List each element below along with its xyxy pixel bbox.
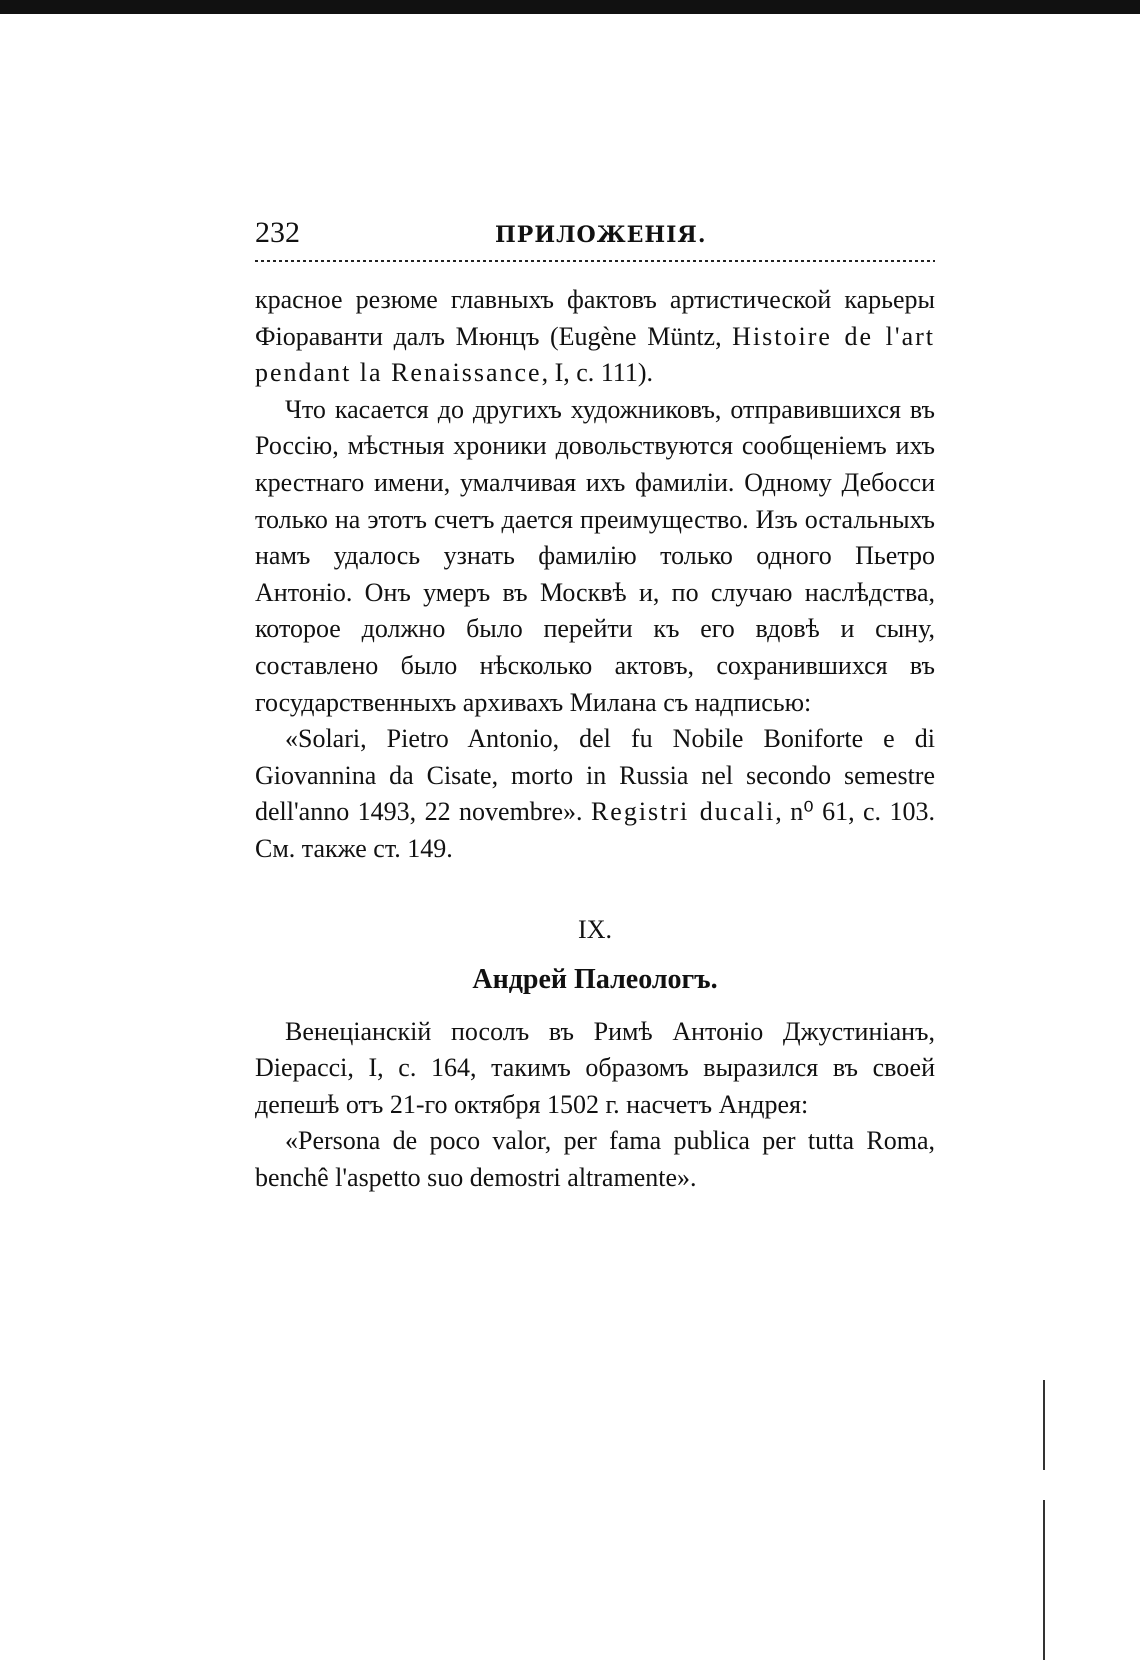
paragraph-text-tail: , I, с. 111). xyxy=(541,358,654,388)
paragraph-quote-solari xyxy=(255,721,935,867)
running-title: ПРИЛОЖЕНІЯ. xyxy=(495,222,707,248)
paragraph-text: Что касается до другихъ художниковъ, отправившихся въ Россію, мѣстныя хроники довольствуются сообщеніемъ ихъ крестнаго имени, умалчивая ихъ фамиліи. Одному Дебосси только на этотъ счетъ дается преимущество. Изъ остальныхъ намъ удалось узнать фамилію только одного Пьетро Антоніо. Онъ умеръ въ Москвѣ и, по случаю наслѣдства, которое должно было перейти къ его вдовѣ и сыну, составлено было нѣсколько актовъ, сохранившихся въ государственныхъ архивахъ Милана съ надписью: xyxy=(255,394,935,717)
paragraph-text: «Persona de poco valor, per fama publica per tutta Roma, benchê l'aspetto suo demostri altramente». xyxy=(255,1126,935,1192)
section-title: Андрей Палеологъ. xyxy=(472,963,718,995)
paragraph-quote-persona xyxy=(255,1123,935,1196)
book-title: Histoire de l'art pendant la Renaissance xyxy=(255,321,935,388)
paragraph-ambassador xyxy=(255,1014,935,1124)
paragraph-text: Венеціанскій посолъ въ Римѣ Антоніо Джустиніанъ, Dieрacci, I, с. 164, такимъ образомъ выразился въ своей депешѣ отъ 21-го октября 1502 г. насчетъ Андрея: xyxy=(255,1016,935,1119)
section-number: IX. xyxy=(578,914,612,944)
registri-title: Registri ducali xyxy=(590,797,776,827)
paragraph-text: красное резюме главныхъ фактовъ артистической карьеры Фіораванти далъ Мюнцъ (Eugène Müntz, xyxy=(255,285,935,351)
body-text xyxy=(255,282,935,1196)
paragraph-text: «Solari, Pietro Antonio, del fu Nobile Boniforte e di Giovannina da Cisate, morto in Russia nel secondo semestre dell'anno 1493, 22 novembre». xyxy=(255,724,935,827)
paragraph-text-tail: , n⁰ 61, с. 103. См. также ст. 149. xyxy=(255,797,935,863)
paragraph-continuation xyxy=(255,282,935,392)
scan-edge-mark xyxy=(1043,1380,1045,1470)
top-border-rule xyxy=(0,0,1140,14)
scan-edge-mark xyxy=(1043,1500,1045,1660)
book-page xyxy=(255,200,935,1196)
paragraph-artists xyxy=(255,392,935,721)
header-rule xyxy=(255,260,935,262)
page-header xyxy=(255,200,935,256)
page-number: 232 xyxy=(255,216,300,249)
